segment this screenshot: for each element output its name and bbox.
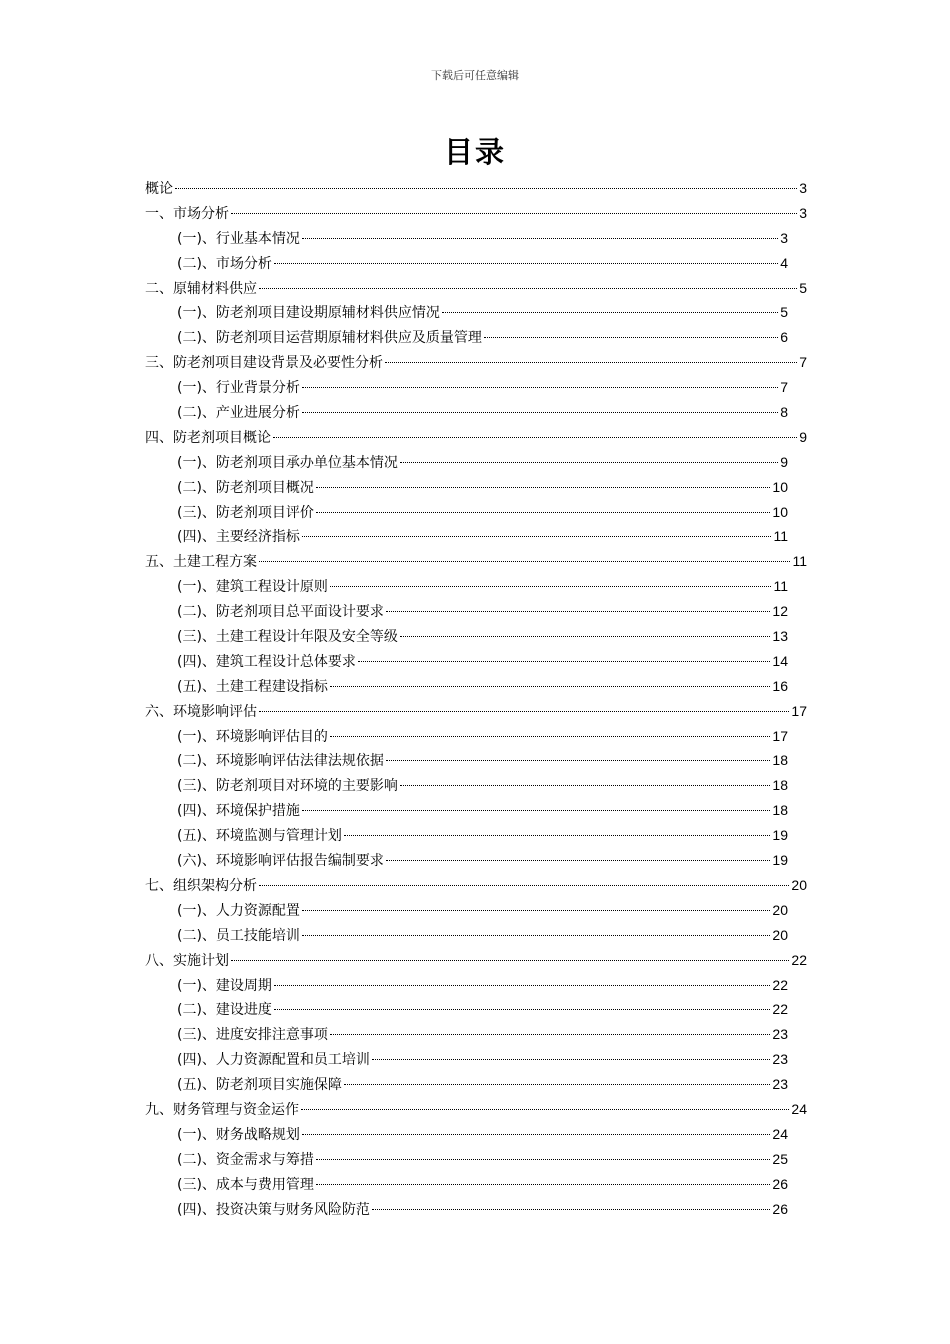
- toc-entry-page-number: 17: [772, 727, 788, 744]
- toc-entry-page-number: 13: [772, 628, 788, 645]
- toc-entry[interactable]: [145, 276, 807, 301]
- toc-entry-label: (五)、环境监测与管理计划: [177, 828, 342, 845]
- toc-entry[interactable]: [145, 724, 807, 749]
- toc-entry-label: (三)、土建工程设计年限及安全等级: [177, 629, 398, 646]
- toc-entry[interactable]: [145, 997, 807, 1022]
- toc-entry-label: (四)、投资决策与财务风险防范: [177, 1201, 370, 1218]
- toc-entry-page-number: 5: [780, 304, 788, 321]
- toc-entry-label: (二)、环境影响评估法律法规依据: [177, 753, 384, 770]
- toc-title: 目录: [443, 135, 506, 169]
- toc-dot-leader: [259, 711, 789, 712]
- toc-dot-leader: [372, 1209, 770, 1210]
- toc-entry-label: (四)、环境保护措施: [177, 803, 300, 820]
- toc-entry-label: (五)、土建工程建设指标: [177, 678, 328, 695]
- toc-entry-page-number: 23: [772, 1026, 788, 1043]
- toc-entry-page-number: 6: [780, 329, 788, 346]
- toc-entry[interactable]: [145, 624, 807, 649]
- toc-entry-label: (一)、行业背景分析: [177, 380, 300, 397]
- toc-dot-leader: [400, 636, 770, 637]
- toc-entry[interactable]: [145, 300, 807, 325]
- toc-entry-label: (一)、财务战略规划: [177, 1126, 300, 1143]
- toc-entry-page-number: 18: [772, 777, 788, 794]
- toc-entry[interactable]: [145, 176, 807, 201]
- toc-entry-page-number: 18: [772, 802, 788, 819]
- toc-entry-page-number: 22: [772, 1001, 788, 1018]
- toc-entry-page-number: 20: [772, 901, 788, 918]
- toc-entry-page-number: 5: [799, 279, 807, 296]
- toc-entry-label: (四)、建筑工程设计总体要求: [177, 653, 356, 670]
- toc-dot-leader: [301, 1109, 789, 1110]
- toc-dot-leader: [302, 1134, 770, 1135]
- toc-dot-leader: [316, 1159, 770, 1160]
- toc-entry-label: (二)、员工技能培训: [177, 927, 300, 944]
- toc-dot-leader: [273, 437, 797, 438]
- toc-entry[interactable]: [145, 1122, 807, 1147]
- toc-entry-page-number: 9: [780, 453, 788, 470]
- toc-entry[interactable]: [145, 773, 807, 798]
- toc-entry-page-number: 10: [772, 503, 788, 520]
- toc-entry[interactable]: [145, 201, 807, 226]
- toc-entry[interactable]: [145, 823, 807, 848]
- toc-entry-page-number: 3: [780, 229, 788, 246]
- toc-entry-page-number: 12: [772, 603, 788, 620]
- toc-entry-page-number: 8: [780, 404, 788, 421]
- toc-entry-label: 概论: [145, 181, 173, 197]
- toc-dot-leader: [358, 661, 770, 662]
- toc-entry[interactable]: [145, 973, 807, 998]
- toc-dot-leader: [302, 536, 772, 537]
- toc-entry[interactable]: [145, 500, 807, 525]
- toc-entry-label: (一)、防老剂项目承办单位基本情况: [177, 454, 398, 471]
- toc-entry-label: (二)、防老剂项目运营期原辅材料供应及质量管理: [177, 330, 482, 347]
- toc-entry-page-number: 20: [772, 926, 788, 943]
- toc-entry-page-number: 3: [799, 204, 807, 221]
- toc-dot-leader: [330, 686, 770, 687]
- toc-entry-label: (二)、资金需求与筹措: [177, 1151, 314, 1168]
- toc-dot-leader: [386, 760, 770, 761]
- toc-entry[interactable]: [145, 1097, 807, 1122]
- toc-entry-label: (五)、防老剂项目实施保障: [177, 1077, 342, 1094]
- toc-entry-page-number: 23: [772, 1051, 788, 1068]
- toc-entry-label: (二)、防老剂项目概况: [177, 479, 314, 496]
- toc-entry-page-number: 11: [773, 528, 788, 545]
- toc-entry-label: (一)、建设周期: [177, 977, 272, 994]
- toc-entry[interactable]: [145, 1172, 807, 1197]
- header-note: 下载后可任意编辑: [431, 69, 519, 82]
- toc-dot-leader: [344, 1084, 770, 1085]
- toc-entry[interactable]: [145, 251, 807, 276]
- toc-entry-label: 六、环境影响评估: [145, 703, 257, 720]
- toc-entry-label: (六)、环境影响评估报告编制要求: [177, 853, 384, 870]
- toc-entry-label: 三、防老剂项目建设背景及必要性分析: [145, 355, 383, 372]
- toc-dot-leader: [259, 885, 789, 886]
- toc-entry[interactable]: [145, 574, 807, 599]
- toc-entry[interactable]: [145, 375, 807, 400]
- toc-entry[interactable]: [145, 450, 807, 475]
- toc-dot-leader: [302, 412, 778, 413]
- toc-entry-page-number: 19: [772, 852, 788, 869]
- toc-entry[interactable]: [145, 798, 807, 823]
- toc-entry[interactable]: [145, 898, 807, 923]
- toc-entry[interactable]: [145, 1147, 807, 1172]
- toc-entry[interactable]: [145, 549, 807, 574]
- toc-entry-label: (三)、防老剂项目对环境的主要影响: [177, 778, 398, 795]
- toc-dot-leader: [259, 561, 790, 562]
- toc-entry[interactable]: [145, 649, 807, 674]
- toc-entry-label: (四)、人力资源配置和员工培训: [177, 1052, 370, 1069]
- toc-entry-label: (一)、行业基本情况: [177, 230, 300, 247]
- toc-entry[interactable]: [145, 674, 807, 699]
- toc-entry-page-number: 20: [791, 876, 807, 893]
- toc-entry-label: (三)、进度安排注意事项: [177, 1027, 328, 1044]
- toc-entry-page-number: 4: [780, 254, 788, 271]
- toc-entry-page-number: 26: [772, 1200, 788, 1217]
- toc-dot-leader: [372, 1059, 770, 1060]
- toc-entry-page-number: 14: [772, 652, 788, 669]
- toc-dot-leader: [302, 810, 770, 811]
- toc-entry[interactable]: [145, 923, 807, 948]
- toc-entry-page-number: 17: [791, 702, 807, 719]
- toc-dot-leader: [302, 935, 770, 936]
- toc-entry[interactable]: [145, 524, 807, 549]
- table-of-contents: [145, 176, 807, 1221]
- toc-entry[interactable]: [145, 1197, 807, 1222]
- toc-entry[interactable]: [145, 325, 807, 350]
- toc-entry[interactable]: [145, 350, 807, 375]
- toc-entry-page-number: 11: [792, 553, 807, 570]
- toc-entry[interactable]: [145, 1022, 807, 1047]
- toc-dot-leader: [274, 1009, 770, 1010]
- toc-dot-leader: [302, 387, 778, 388]
- toc-dot-leader: [344, 835, 770, 836]
- toc-entry[interactable]: [145, 748, 807, 773]
- toc-entry-label: (一)、环境影响评估目的: [177, 728, 328, 745]
- toc-entry-page-number: 7: [780, 379, 788, 396]
- toc-dot-leader: [330, 1034, 770, 1035]
- toc-entry-label: 二、原辅材料供应: [145, 280, 257, 297]
- toc-dot-leader: [316, 487, 770, 488]
- toc-entry[interactable]: [145, 400, 807, 425]
- toc-entry-label: (二)、建设进度: [177, 1002, 272, 1019]
- toc-entry-page-number: 26: [772, 1175, 788, 1192]
- toc-entry[interactable]: [145, 848, 807, 873]
- toc-dot-leader: [400, 785, 770, 786]
- toc-entry[interactable]: [145, 425, 807, 450]
- toc-entry-page-number: 16: [772, 677, 788, 694]
- toc-dot-leader: [231, 213, 797, 214]
- toc-entry-label: (二)、市场分析: [177, 255, 272, 272]
- toc-entry[interactable]: [145, 1072, 807, 1097]
- toc-entry-label: (四)、主要经济指标: [177, 529, 300, 546]
- toc-entry-page-number: 11: [773, 578, 788, 595]
- toc-dot-leader: [385, 362, 797, 363]
- toc-entry[interactable]: [145, 226, 807, 251]
- toc-entry-page-number: 19: [772, 827, 788, 844]
- toc-entry-label: (三)、成本与费用管理: [177, 1176, 314, 1193]
- toc-entry-label: 五、土建工程方案: [145, 554, 257, 571]
- toc-dot-leader: [484, 337, 778, 338]
- toc-entry-label: (一)、人力资源配置: [177, 902, 300, 919]
- toc-entry-page-number: 24: [772, 1125, 788, 1142]
- toc-entry-page-number: 24: [791, 1100, 807, 1117]
- toc-entry-page-number: 9: [799, 428, 807, 445]
- toc-entry[interactable]: [145, 948, 807, 973]
- toc-dot-leader: [442, 312, 778, 313]
- toc-entry-label: (三)、防老剂项目评价: [177, 504, 314, 521]
- toc-dot-leader: [274, 263, 778, 264]
- toc-dot-leader: [400, 462, 778, 463]
- toc-entry-label: 九、财务管理与资金运作: [145, 1101, 299, 1118]
- toc-dot-leader: [231, 960, 789, 961]
- toc-dot-leader: [386, 860, 770, 861]
- toc-entry-page-number: 23: [772, 1076, 788, 1093]
- toc-entry-page-number: 3: [799, 180, 807, 196]
- toc-dot-leader: [259, 288, 797, 289]
- toc-entry-label: 七、组织架构分析: [145, 877, 257, 894]
- toc-entry-page-number: 22: [791, 951, 807, 968]
- toc-dot-leader: [330, 586, 772, 587]
- toc-entry[interactable]: [145, 475, 807, 500]
- toc-dot-leader: [316, 512, 770, 513]
- toc-dot-leader: [274, 985, 770, 986]
- toc-entry-page-number: 18: [772, 752, 788, 769]
- toc-entry-label: (二)、产业进展分析: [177, 405, 300, 422]
- toc-entry[interactable]: [145, 699, 807, 724]
- toc-entry-page-number: 22: [772, 976, 788, 993]
- toc-entry-label: (一)、防老剂项目建设期原辅材料供应情况: [177, 305, 440, 322]
- toc-entry[interactable]: [145, 1047, 807, 1072]
- toc-entry-page-number: 10: [772, 478, 788, 495]
- toc-dot-leader: [175, 188, 797, 189]
- toc-dot-leader: [316, 1184, 770, 1185]
- toc-entry[interactable]: [145, 599, 807, 624]
- toc-entry-label: (二)、防老剂项目总平面设计要求: [177, 604, 384, 621]
- toc-entry[interactable]: [145, 873, 807, 898]
- toc-dot-leader: [302, 910, 770, 911]
- toc-entry-label: (一)、建筑工程设计原则: [177, 579, 328, 596]
- toc-dot-leader: [302, 238, 778, 239]
- toc-entry-page-number: 7: [799, 354, 807, 371]
- toc-entry-label: 八、实施计划: [145, 952, 229, 969]
- toc-dot-leader: [386, 611, 770, 612]
- toc-dot-leader: [330, 736, 770, 737]
- toc-entry-page-number: 25: [772, 1150, 788, 1167]
- toc-entry-label: 一、市场分析: [145, 205, 229, 222]
- toc-entry-label: 四、防老剂项目概论: [145, 429, 271, 446]
